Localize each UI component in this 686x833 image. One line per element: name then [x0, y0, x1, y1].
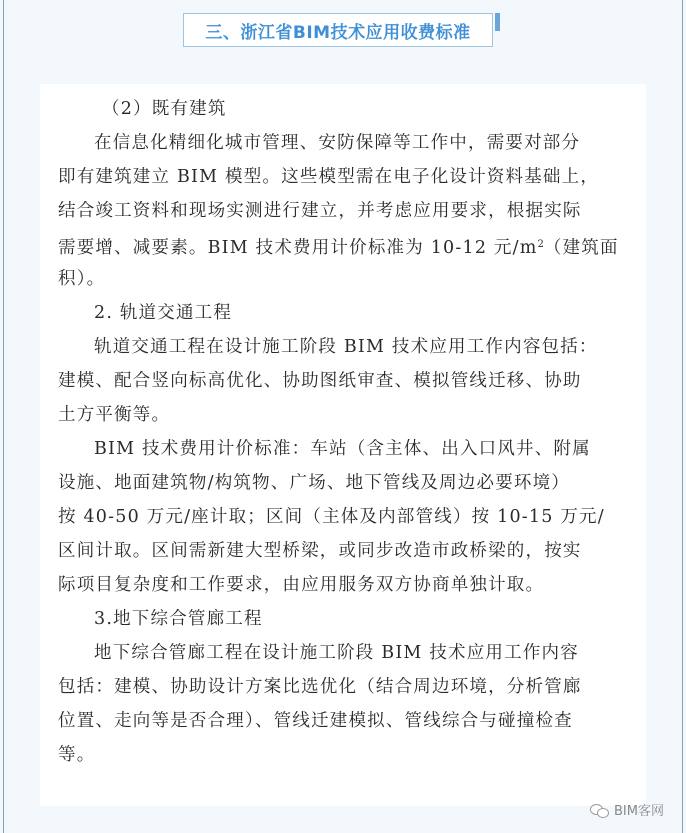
- paragraph-line: 位置、走向等是否合理）、管线迁建模拟、管线综合与碰撞检查: [58, 711, 573, 731]
- superscript-2: 2: [537, 239, 544, 250]
- paragraph-line: 积）。: [58, 269, 106, 289]
- paragraph-line: 在信息化精细化城市管理、安防保障等工作中，需要对部分: [94, 133, 581, 153]
- paragraph-line: 地下综合管廊工程在设计施工阶段 BIM 技术应用工作内容: [94, 643, 579, 663]
- paragraph-line: 际项目复杂度和工作要求，由应用服务双方协商单独计取。: [58, 575, 545, 595]
- paragraph-line-suffix: （建筑面: [543, 238, 619, 258]
- paragraph-line: 结合竣工资料和现场实测进行建立，并考虑应用要求，根据实际: [58, 201, 582, 221]
- paragraph-line: 区间计取。区间需新建大型桥梁，或同步改造市政桥梁的，按实: [58, 541, 582, 561]
- paragraph-line: 建模、配合竖向标高优化、协助图纸审查、模拟管线迁移、协助: [58, 371, 582, 391]
- paragraph-line: [58, 228, 638, 262]
- wechat-icon: [590, 803, 608, 817]
- paragraph-line: 即有建筑建立 BIM 模型。这些模型需在电子化设计资料基础上，: [58, 167, 600, 187]
- left-border-line: [3, 0, 4, 833]
- paragraph-line-text: 需要增、减要素。BIM 技术费用计价标准为 10-12 元/m: [58, 238, 538, 258]
- subheading-utility-tunnel: 3.地下综合管廊工程: [94, 609, 263, 629]
- right-border-line: [682, 0, 683, 833]
- paragraph-line: 包括：建模、协助设计方案比选优化（结合周边环境，分析管廊: [58, 677, 582, 697]
- paragraph-line: 土方平衡等。: [58, 405, 171, 425]
- watermark: [590, 800, 664, 819]
- paragraph-line: 按 40-50 万元/座计取；区间（主体及内部管线）按 10-15 万元/: [58, 507, 605, 527]
- watermark-text: BIM客网: [614, 804, 664, 819]
- paragraph-line: BIM 技术费用计价标准：车站（含主体、出入口风井、附属: [94, 439, 591, 459]
- subheading-rail-transit: 2. 轨道交通工程: [94, 303, 233, 323]
- paragraph-line: 轨道交通工程在设计施工阶段 BIM 技术应用工作内容包括：: [94, 337, 598, 357]
- paragraph-line: 等。: [58, 745, 96, 765]
- subheading-existing-buildings: （2）既有建筑: [102, 99, 227, 119]
- section-title: 三、浙江省BIM技术应用收费标准: [205, 22, 471, 43]
- document-body: [58, 92, 638, 772]
- paragraph-line: 设施、地面建筑物/构筑物、广场、地下管线及周边必要环境）: [58, 473, 570, 493]
- title-corner-accent: [495, 13, 500, 31]
- section-title-box: [183, 13, 493, 47]
